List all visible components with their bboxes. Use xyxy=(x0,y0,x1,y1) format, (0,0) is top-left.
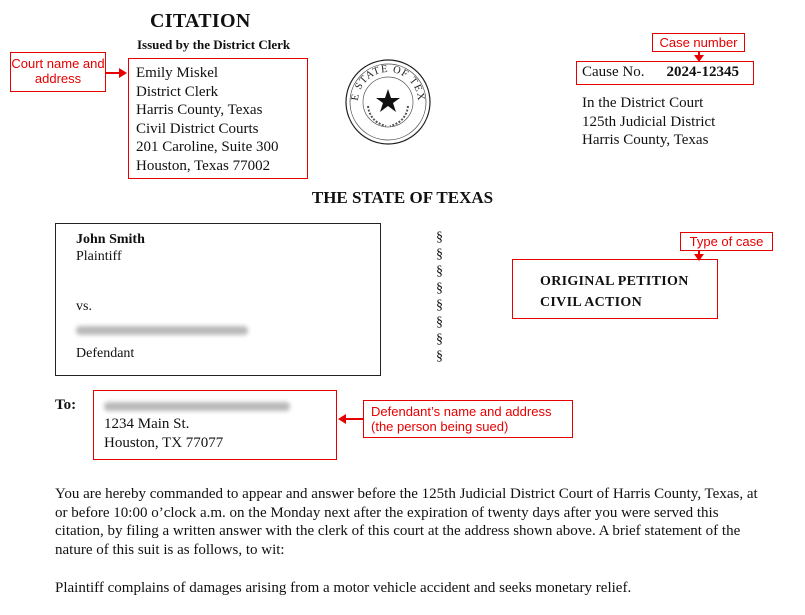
annotation-arrow-defendant xyxy=(346,418,363,420)
cause-highlight-box xyxy=(576,61,754,85)
clerk-street: 201 Caroline, Suite 300 xyxy=(136,139,279,156)
clerk-highlight-box xyxy=(128,58,308,179)
annotation-type-of-case: Type of case xyxy=(680,232,773,251)
command-paragraph: You are hereby commanded to appear and answer before the 125th Judicial District Court of Harris County, Texas, at or before 10:00 o’clock a.m. on the Monday next after the expiration of twenty days after you were served this citation, by filing a written answer with the clerk of this court at the address shown above. A brief statement of the nature of this suit is as follows, to wit: xyxy=(55,486,758,558)
case-type-highlight-box xyxy=(512,259,718,319)
annotation-defendant-line-2: (the person being sued) xyxy=(371,419,509,434)
plaintiff-role: Plaintiff xyxy=(76,249,122,264)
clerk-city: Houston, Texas 77002 xyxy=(136,157,271,174)
annotation-court-name: Court name and address xyxy=(10,52,106,92)
recipient-city: Houston, TX 77077 xyxy=(104,435,224,451)
state-heading: THE STATE OF TEXAS xyxy=(311,188,494,207)
clerk-position: District Clerk xyxy=(136,83,219,100)
section-symbol: § xyxy=(436,315,443,330)
svg-text:THE STATE OF TEXAS: E STATE OF TEX xyxy=(349,63,427,103)
case-type-line-2: CIVIL ACTION xyxy=(540,295,643,310)
section-symbol: § xyxy=(436,247,443,262)
arrowhead-icon xyxy=(338,414,346,424)
annotation-arrow-court xyxy=(106,72,119,74)
section-symbol: § xyxy=(436,264,443,279)
section-symbol: § xyxy=(436,281,443,296)
recipient-street: 1234 Main St. xyxy=(104,416,190,432)
plaintiff-name: John Smith xyxy=(76,232,145,247)
clerk-courts: Civil District Courts xyxy=(136,120,259,137)
section-symbol: § xyxy=(436,230,443,245)
section-symbol: § xyxy=(436,332,443,347)
clerk-county: Harris County, Texas xyxy=(136,102,263,119)
annotation-defendant xyxy=(363,400,573,438)
citation-subtitle: Issued by the District Clerk xyxy=(137,37,291,52)
court-line-2: 125th Judicial District xyxy=(582,113,716,130)
annotation-case-number: Case number xyxy=(652,33,745,52)
annotation-defendant-line-1: Defendant’s name and address xyxy=(371,404,552,419)
claim-paragraph: Plaintiff complains of damages arising from a motor vehicle accident and seeks monetary relief. xyxy=(55,580,632,596)
case-type-line-1: ORIGINAL PETITION xyxy=(540,274,689,289)
clerk-name: Emily Miskel xyxy=(136,65,219,81)
seal-icon xyxy=(340,40,432,158)
court-line-1: In the District Court xyxy=(582,95,704,111)
texas-seal xyxy=(340,40,432,158)
versus-label: vs. xyxy=(76,299,92,314)
court-block xyxy=(582,94,715,150)
citation-title: CITATION xyxy=(150,10,251,32)
defendant-role: Defendant xyxy=(76,346,135,361)
arrowhead-icon xyxy=(119,68,127,78)
to-label: To: xyxy=(55,397,77,413)
section-symbol-column xyxy=(436,229,443,365)
court-line-3: Harris County, Texas xyxy=(582,132,709,149)
recipient-highlight-box xyxy=(93,390,337,460)
redacted-defendant-name xyxy=(76,326,248,335)
section-symbol: § xyxy=(436,298,443,313)
cause-label: Cause No. xyxy=(582,64,645,80)
cause-number: 2024-12345 xyxy=(666,64,739,80)
section-symbol: § xyxy=(436,349,443,364)
